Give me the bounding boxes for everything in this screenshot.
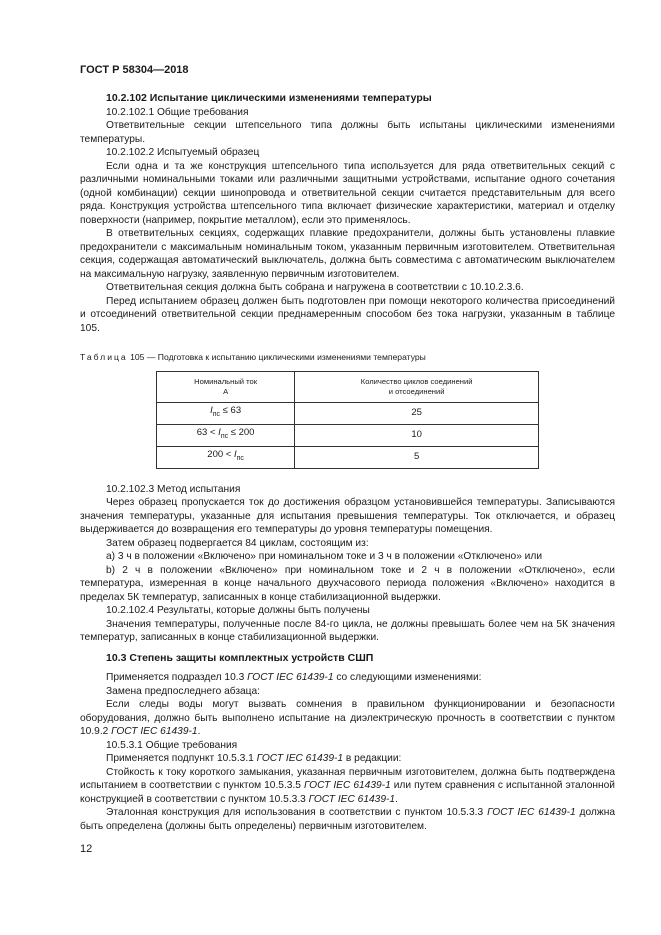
paragraph: Если одна и та же конструкция штепсельного типа используется для ряда ответвительных секций с различными номинальными токами или различными защитными устройствами, испытание одного сочетания (одной комбинации) секции шинопровода и ответвительной секции считается представительным для всего ряда. Конструкция устройства штепсельного типа включает физические характеристики, материал и отделку поверхности (например, покрытие металлом), если это применялось. — [80, 160, 615, 226]
paragraph: Замена предпоследнего абзаца: — [106, 685, 261, 697]
table-row — [157, 424, 539, 446]
subsection-title: 10.5.3.1 Общие требования — [106, 739, 238, 751]
section-10-3-title: 10.3 Степень защиты комплектных устройств СШП — [106, 651, 374, 664]
subsection-title: 10.2.102.2 Испытуемый образец — [106, 147, 260, 158]
table-caption-word: Таблица — [80, 352, 128, 362]
table-caption-text: 105 — Подготовка к испытанию циклическими изменениями температуры — [130, 352, 426, 362]
page-content — [80, 92, 615, 833]
subsection-title: 10.2.102.4 Результаты, которые должны быть получены — [106, 605, 370, 616]
paragraph: Ответвительная секция должна быть собрана и нагружена в соответствии с 10.10.2.3.6. — [106, 282, 524, 293]
paragraph: Затем образец подвергается 84 циклам, состоящим из: — [106, 537, 369, 549]
table-header-current: Номинальный ток А — [157, 371, 295, 402]
paragraph: Применяется подпункт 10.5.3.1 ГОСТ IEC 61439-1 в редакции: — [106, 753, 402, 764]
table-caption — [80, 351, 615, 365]
paragraph: В ответвительных секциях, содержащих плавкие предохранители, должны быть установлены плавкие предохранители с максимальным номинальным током, указанным первичным изготовителем. Ответвительная секция, содержащая автоматический выключатель, должна быть совместима с автоматическим выключателем на максимальную нагрузку, заявленную первичным изготовителем. — [80, 228, 615, 280]
table-header-cycles: Количество циклов соединений и отсоединений — [295, 371, 539, 402]
table-row — [157, 402, 539, 424]
list-item: a) 3 ч в положении «Включено» при номинальном токе и 3 ч в положении «Отключено» или — [106, 551, 543, 562]
section-10-2-102-title: 10.2.102 Испытание циклическими изменениями температуры — [106, 92, 432, 104]
paragraph: Эталонная конструкция для использования в соответствии с пунктом 10.5.3.3 ГОСТ IEC 61439-1 должна быть определена (должны быть определены) первичным изготовителем. — [80, 807, 615, 832]
table-cell-current: $200 < I_{пс}$ — [157, 446, 295, 468]
table-row — [157, 446, 539, 468]
paragraph: Применяется подраздел 10.3 ГОСТ IEC 61439-1 со следующими изменениями: — [106, 672, 482, 683]
paragraph: Если следы воды могут вызвать сомнения в правильном функционировании и безопасности оборудования, должно быть выполнено испытание на диэлектрическую прочность в соответствии с пунктом 10.9.2 ГОСТ IEC 61439-1. — [80, 699, 615, 737]
paragraph: Перед испытанием образец должен быть подготовлен при помощи некоторого количества присоединений и отсоединений ответвительной секции преднамеренным способом без тока нагрузки, указанным в таблице 105. — [80, 295, 615, 334]
paragraph: Значения температуры, полученные после 84-го цикла, не должны превышать более чем на 5К значения температур, записанных в конце стабилизационной выдержки. — [80, 618, 615, 643]
subsection-title: 10.2.102.1 Общие требования — [106, 106, 249, 118]
table-cell-cycles: 25 — [295, 402, 539, 424]
subsection-title: 10.2.102.3 Метод испытания — [106, 483, 241, 495]
table-cell-current: $I_{пс} \le 63$ — [157, 402, 295, 424]
paragraph: Ответвительные секции штепсельного типа должны быть испытаны циклическими изменениями температуры. — [80, 120, 615, 145]
page-number: 12 — [80, 843, 93, 855]
paragraph: Через образец пропускается ток до достижения образцом установившейся температуры. Записываются значения температуры, указанные для испытания превышения температуры. Ток отключается, и образец выдерживается до возвращения его температуры до уровня температуры помещения. — [80, 497, 615, 535]
table-105 — [156, 371, 539, 469]
table-cell-cycles: 5 — [295, 446, 539, 468]
paragraph: Стойкость к току короткого замыкания, указанная первичным изготовителем, должна быть подтверждена испытанием в соответствии с пунктом 10.5.3.5 ГОСТ IEC 61439-1 или путем сравнения с испытанной эталонной конструкцией в соответствии с пунктом 10.5.3.3 ГОСТ IEC 61439-1. — [80, 766, 615, 805]
document-header: ГОСТ Р 58304—2018 — [80, 64, 189, 76]
table-cell-cycles: 10 — [295, 424, 539, 446]
list-item: b) 2 ч в положении «Включено» при номинальном токе и 2 ч в положении «Отключено», если температура, измеренная в конце начального двухчасового периода положения «Включено» находится в пределах 5К температур, записанных в конце стабилизационной выдержки. — [80, 564, 615, 603]
table-cell-current: $63 < I_{пс} \le 200$ — [157, 424, 295, 446]
